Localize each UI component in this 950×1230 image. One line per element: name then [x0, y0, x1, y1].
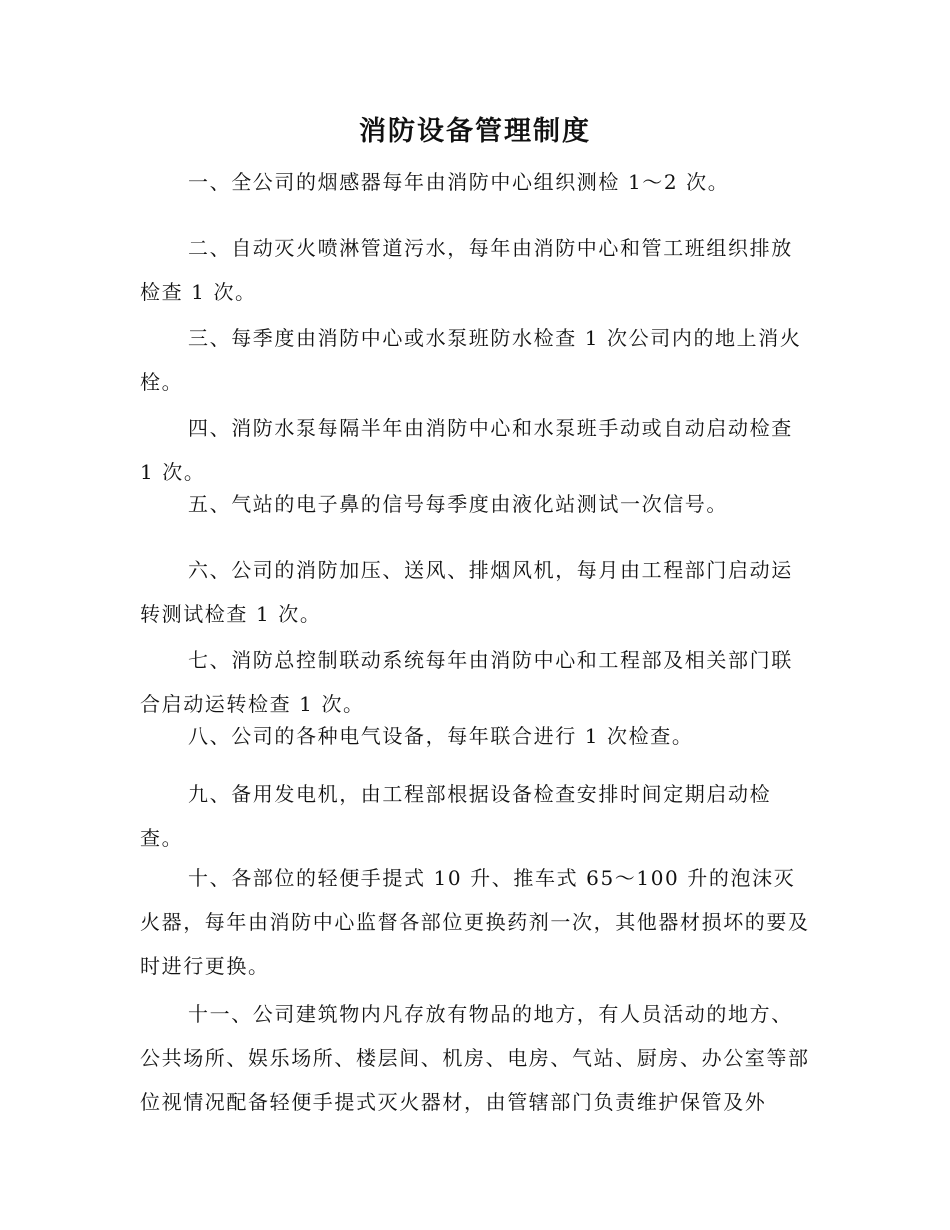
paragraph-10: 十、各部位的轻便手提式 10 升、推车式 65～100 升的泡沫灭火器，每年由消防中心监督各部位更换药剂一次，其他器材损坏的要及时进行更换。 [140, 866, 810, 978]
paragraph-3: 三、每季度由消防中心或水泵班防水检查 1 次公司内的地上消火栓。 [140, 326, 802, 394]
paragraph-1: 一、全公司的烟感器每年由消防中心组织测检 1～2 次。 [188, 170, 730, 194]
paragraph-7: 七、消防总控制联动系统每年由消防中心和工程部及相关部门联合启动运转检查 1 次。 [140, 648, 793, 716]
paragraph-11: 十一、公司建筑物内凡存放有物品的地方，有人员活动的地方、公共场所、娱乐场所、楼层间、机房、电房、气站、厨房、办公室等部位视情况配备轻便手提式灭火器材，由管辖部门负责维护保管及外 [140, 1002, 810, 1114]
paragraph-9: 九、备用发电机，由工程部根据设备检查安排时间定期启动检查。 [140, 782, 772, 850]
paragraph-2: 二、自动灭火喷淋管道污水，每年由消防中心和管工班组织排放检查 1 次。 [140, 236, 793, 304]
paragraph-8: 八、公司的各种电气设备，每年联合进行 1 次检查。 [188, 724, 694, 748]
paragraph-4: 四、消防水泵每隔半年由消防中心和水泵班手动或自动启动检查 1 次。 [140, 416, 793, 484]
paragraph-6: 六、公司的消防加压、送风、排烟风机，每月由工程部门启动运转测试检查 1 次。 [140, 558, 793, 626]
paragraph-5: 五、气站的电子鼻的信号每季度由液化站测试一次信号。 [188, 492, 728, 516]
document-title: 消防设备管理制度 [359, 116, 591, 147]
